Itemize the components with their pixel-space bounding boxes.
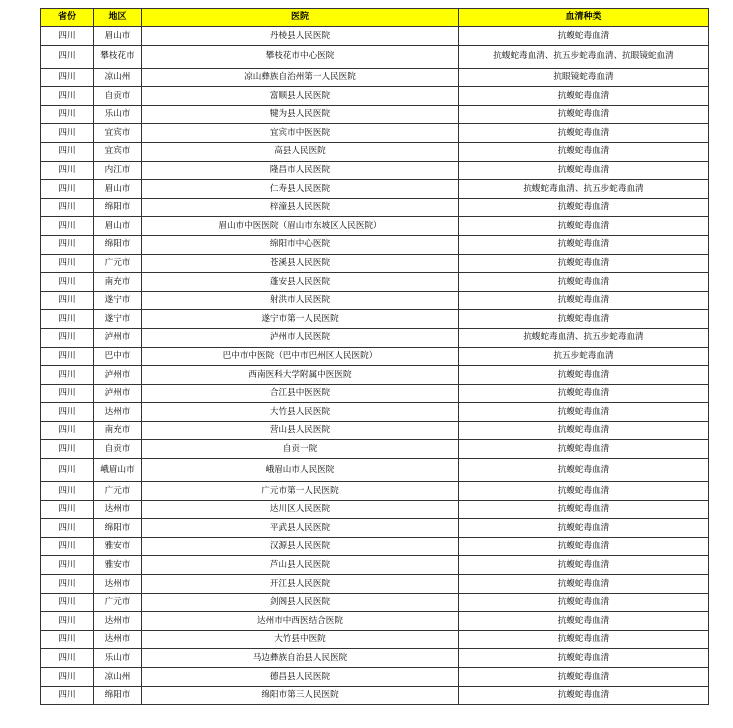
cell-hospital: 宜宾市中医医院 [142, 124, 459, 143]
cell-serum: 抗蝮蛇毒血清 [459, 105, 709, 124]
cell-province: 四川 [41, 217, 94, 236]
cell-region: 遂宁市 [94, 291, 142, 310]
table-row [41, 593, 709, 612]
cell-province: 四川 [41, 459, 94, 482]
cell-hospital: 西南医科大学附属中医医院 [142, 366, 459, 385]
table-row [41, 612, 709, 631]
cell-serum: 抗蝮蛇毒血清 [459, 198, 709, 217]
cell-region: 达州市 [94, 630, 142, 649]
table-row [41, 328, 709, 347]
cell-province: 四川 [41, 668, 94, 687]
table-row [41, 124, 709, 143]
cell-hospital: 高县人民医院 [142, 142, 459, 161]
cell-serum: 抗蝮蛇毒血清 [459, 459, 709, 482]
cell-province: 四川 [41, 612, 94, 631]
table-row [41, 45, 709, 68]
cell-serum: 抗蝮蛇毒血清 [459, 630, 709, 649]
cell-hospital: 仁寿县人民医院 [142, 180, 459, 199]
cell-serum: 抗蝮蛇毒血清 [459, 254, 709, 273]
cell-hospital: 芦山县人民医院 [142, 556, 459, 575]
table-row [41, 630, 709, 649]
cell-province: 四川 [41, 87, 94, 106]
cell-hospital: 绵阳市第三人民医院 [142, 686, 459, 705]
cell-province: 四川 [41, 235, 94, 254]
cell-hospital: 遂宁市第一人民医院 [142, 310, 459, 329]
cell-serum: 抗蝮蛇毒血清、抗五步蛇毒血清、抗眼镜蛇血清 [459, 45, 709, 68]
cell-province: 四川 [41, 421, 94, 440]
cell-province: 四川 [41, 45, 94, 68]
table-row [41, 575, 709, 594]
cell-province: 四川 [41, 291, 94, 310]
cell-hospital: 巴中市中医院（巴中市巴州区人民医院） [142, 347, 459, 366]
cell-hospital: 绵阳市中心医院 [142, 235, 459, 254]
cell-hospital: 营山县人民医院 [142, 421, 459, 440]
cell-hospital: 德昌县人民医院 [142, 668, 459, 687]
cell-serum: 抗蝮蛇毒血清 [459, 273, 709, 292]
cell-serum: 抗蝮蛇毒血清 [459, 612, 709, 631]
cell-serum: 抗蝮蛇毒血清 [459, 519, 709, 538]
cell-serum: 抗蝮蛇毒血清 [459, 142, 709, 161]
cell-province: 四川 [41, 254, 94, 273]
cell-serum: 抗蝮蛇毒血清 [459, 686, 709, 705]
cell-province: 四川 [41, 686, 94, 705]
cell-region: 绵阳市 [94, 198, 142, 217]
cell-region: 眉山市 [94, 217, 142, 236]
cell-serum: 抗蝮蛇毒血清 [459, 310, 709, 329]
cell-serum: 抗蝮蛇毒血清 [459, 291, 709, 310]
table-body [41, 27, 709, 705]
cell-region: 眉山市 [94, 180, 142, 199]
header-region: 地区 [94, 9, 142, 27]
cell-serum: 抗蝮蛇毒血清 [459, 440, 709, 459]
table-row [41, 105, 709, 124]
cell-hospital: 富顺县人民医院 [142, 87, 459, 106]
table-row [41, 440, 709, 459]
table-row [41, 556, 709, 575]
cell-region: 广元市 [94, 254, 142, 273]
cell-region: 泸州市 [94, 366, 142, 385]
cell-hospital: 达州市中西医结合医院 [142, 612, 459, 631]
cell-province: 四川 [41, 142, 94, 161]
cell-region: 广元市 [94, 482, 142, 501]
cell-hospital: 蓬安县人民医院 [142, 273, 459, 292]
cell-province: 四川 [41, 537, 94, 556]
cell-region: 达州市 [94, 500, 142, 519]
cell-province: 四川 [41, 124, 94, 143]
table-row [41, 161, 709, 180]
cell-hospital: 自贡一院 [142, 440, 459, 459]
cell-region: 南充市 [94, 421, 142, 440]
cell-region: 泸州市 [94, 328, 142, 347]
cell-hospital: 泸州市人民医院 [142, 328, 459, 347]
table-row [41, 68, 709, 87]
cell-province: 四川 [41, 630, 94, 649]
cell-serum: 抗蝮蛇毒血清 [459, 124, 709, 143]
header-province: 省份 [41, 9, 94, 27]
cell-hospital: 隆昌市人民医院 [142, 161, 459, 180]
cell-province: 四川 [41, 105, 94, 124]
table-row [41, 649, 709, 668]
cell-serum: 抗蝮蛇毒血清 [459, 482, 709, 501]
table-row [41, 459, 709, 482]
table-row [41, 27, 709, 46]
cell-region: 广元市 [94, 593, 142, 612]
cell-province: 四川 [41, 198, 94, 217]
table-row [41, 366, 709, 385]
cell-province: 四川 [41, 482, 94, 501]
cell-hospital: 达川区人民医院 [142, 500, 459, 519]
cell-hospital: 广元市第一人民医院 [142, 482, 459, 501]
cell-hospital: 射洪市人民医院 [142, 291, 459, 310]
table-row [41, 180, 709, 199]
cell-region: 达州市 [94, 612, 142, 631]
cell-hospital: 峨眉山市人民医院 [142, 459, 459, 482]
cell-serum: 抗蝮蛇毒血清 [459, 217, 709, 236]
cell-hospital: 平武县人民医院 [142, 519, 459, 538]
table-row [41, 482, 709, 501]
cell-region: 遂宁市 [94, 310, 142, 329]
cell-serum: 抗蝮蛇毒血清 [459, 27, 709, 46]
cell-region: 巴中市 [94, 347, 142, 366]
cell-serum: 抗蝮蛇毒血清 [459, 556, 709, 575]
cell-hospital: 梓潼县人民医院 [142, 198, 459, 217]
cell-province: 四川 [41, 519, 94, 538]
cell-region: 乐山市 [94, 105, 142, 124]
table-row [41, 273, 709, 292]
cell-serum: 抗蝮蛇毒血清 [459, 421, 709, 440]
cell-region: 自贡市 [94, 87, 142, 106]
cell-hospital: 剑阁县人民医院 [142, 593, 459, 612]
cell-province: 四川 [41, 347, 94, 366]
cell-serum: 抗蝮蛇毒血清、抗五步蛇毒血清 [459, 180, 709, 199]
cell-region: 绵阳市 [94, 686, 142, 705]
table-row [41, 686, 709, 705]
header-row [41, 9, 709, 27]
cell-serum: 抗蝮蛇毒血清 [459, 161, 709, 180]
cell-region: 绵阳市 [94, 235, 142, 254]
cell-region: 乐山市 [94, 649, 142, 668]
cell-hospital: 凉山彝族自治州第一人民医院 [142, 68, 459, 87]
cell-serum: 抗蝮蛇毒血清 [459, 384, 709, 403]
cell-region: 眉山市 [94, 27, 142, 46]
table-row [41, 254, 709, 273]
table-row [41, 198, 709, 217]
cell-hospital: 大竹县人民医院 [142, 403, 459, 422]
cell-hospital: 大竹县中医院 [142, 630, 459, 649]
table-row [41, 384, 709, 403]
cell-region: 宜宾市 [94, 124, 142, 143]
cell-province: 四川 [41, 575, 94, 594]
cell-serum: 抗蝮蛇毒血清 [459, 649, 709, 668]
cell-serum: 抗蝮蛇毒血清 [459, 235, 709, 254]
table-row [41, 537, 709, 556]
cell-province: 四川 [41, 366, 94, 385]
cell-province: 四川 [41, 328, 94, 347]
cell-hospital: 马边彝族自治县人民医院 [142, 649, 459, 668]
cell-serum: 抗蝮蛇毒血清、抗五步蛇毒血清 [459, 328, 709, 347]
cell-serum: 抗蝮蛇毒血清 [459, 575, 709, 594]
cell-region: 达州市 [94, 575, 142, 594]
cell-region: 自贡市 [94, 440, 142, 459]
cell-province: 四川 [41, 180, 94, 199]
cell-region: 峨眉山市 [94, 459, 142, 482]
table-row [41, 403, 709, 422]
cell-region: 雅安市 [94, 556, 142, 575]
cell-province: 四川 [41, 273, 94, 292]
cell-region: 凉山州 [94, 668, 142, 687]
table-row [41, 310, 709, 329]
cell-province: 四川 [41, 68, 94, 87]
cell-region: 攀枝花市 [94, 45, 142, 68]
table-row [41, 87, 709, 106]
cell-region: 内江市 [94, 161, 142, 180]
cell-hospital: 开江县人民医院 [142, 575, 459, 594]
cell-serum: 抗眼镜蛇毒血清 [459, 68, 709, 87]
cell-province: 四川 [41, 27, 94, 46]
cell-province: 四川 [41, 500, 94, 519]
cell-serum: 抗蝮蛇毒血清 [459, 403, 709, 422]
table-row [41, 291, 709, 310]
cell-region: 凉山州 [94, 68, 142, 87]
cell-serum: 抗蝮蛇毒血清 [459, 537, 709, 556]
cell-province: 四川 [41, 556, 94, 575]
table-row [41, 668, 709, 687]
cell-hospital: 汉源县人民医院 [142, 537, 459, 556]
table-row [41, 519, 709, 538]
cell-serum: 抗蝮蛇毒血清 [459, 668, 709, 687]
cell-serum: 抗五步蛇毒血清 [459, 347, 709, 366]
cell-region: 达州市 [94, 403, 142, 422]
cell-province: 四川 [41, 440, 94, 459]
cell-hospital: 合江县中医医院 [142, 384, 459, 403]
cell-region: 南充市 [94, 273, 142, 292]
cell-hospital: 眉山市中医医院（眉山市东坡区人民医院） [142, 217, 459, 236]
cell-province: 四川 [41, 593, 94, 612]
table-row [41, 142, 709, 161]
hospital-serum-table [40, 8, 709, 705]
cell-province: 四川 [41, 649, 94, 668]
cell-province: 四川 [41, 310, 94, 329]
cell-hospital: 攀枝花市中心医院 [142, 45, 459, 68]
table-row [41, 347, 709, 366]
cell-hospital: 苍溪县人民医院 [142, 254, 459, 273]
cell-hospital: 丹棱县人民医院 [142, 27, 459, 46]
cell-region: 宜宾市 [94, 142, 142, 161]
cell-province: 四川 [41, 403, 94, 422]
cell-serum: 抗蝮蛇毒血清 [459, 87, 709, 106]
cell-serum: 抗蝮蛇毒血清 [459, 500, 709, 519]
table-row [41, 421, 709, 440]
table-row [41, 500, 709, 519]
table-row [41, 217, 709, 236]
cell-province: 四川 [41, 384, 94, 403]
cell-hospital: 犍为县人民医院 [142, 105, 459, 124]
cell-region: 绵阳市 [94, 519, 142, 538]
cell-region: 泸州市 [94, 384, 142, 403]
cell-serum: 抗蝮蛇毒血清 [459, 366, 709, 385]
table-row [41, 235, 709, 254]
header-serum: 血清种类 [459, 9, 709, 27]
header-hospital: 医院 [142, 9, 459, 27]
cell-serum: 抗蝮蛇毒血清 [459, 593, 709, 612]
cell-province: 四川 [41, 161, 94, 180]
cell-region: 雅安市 [94, 537, 142, 556]
